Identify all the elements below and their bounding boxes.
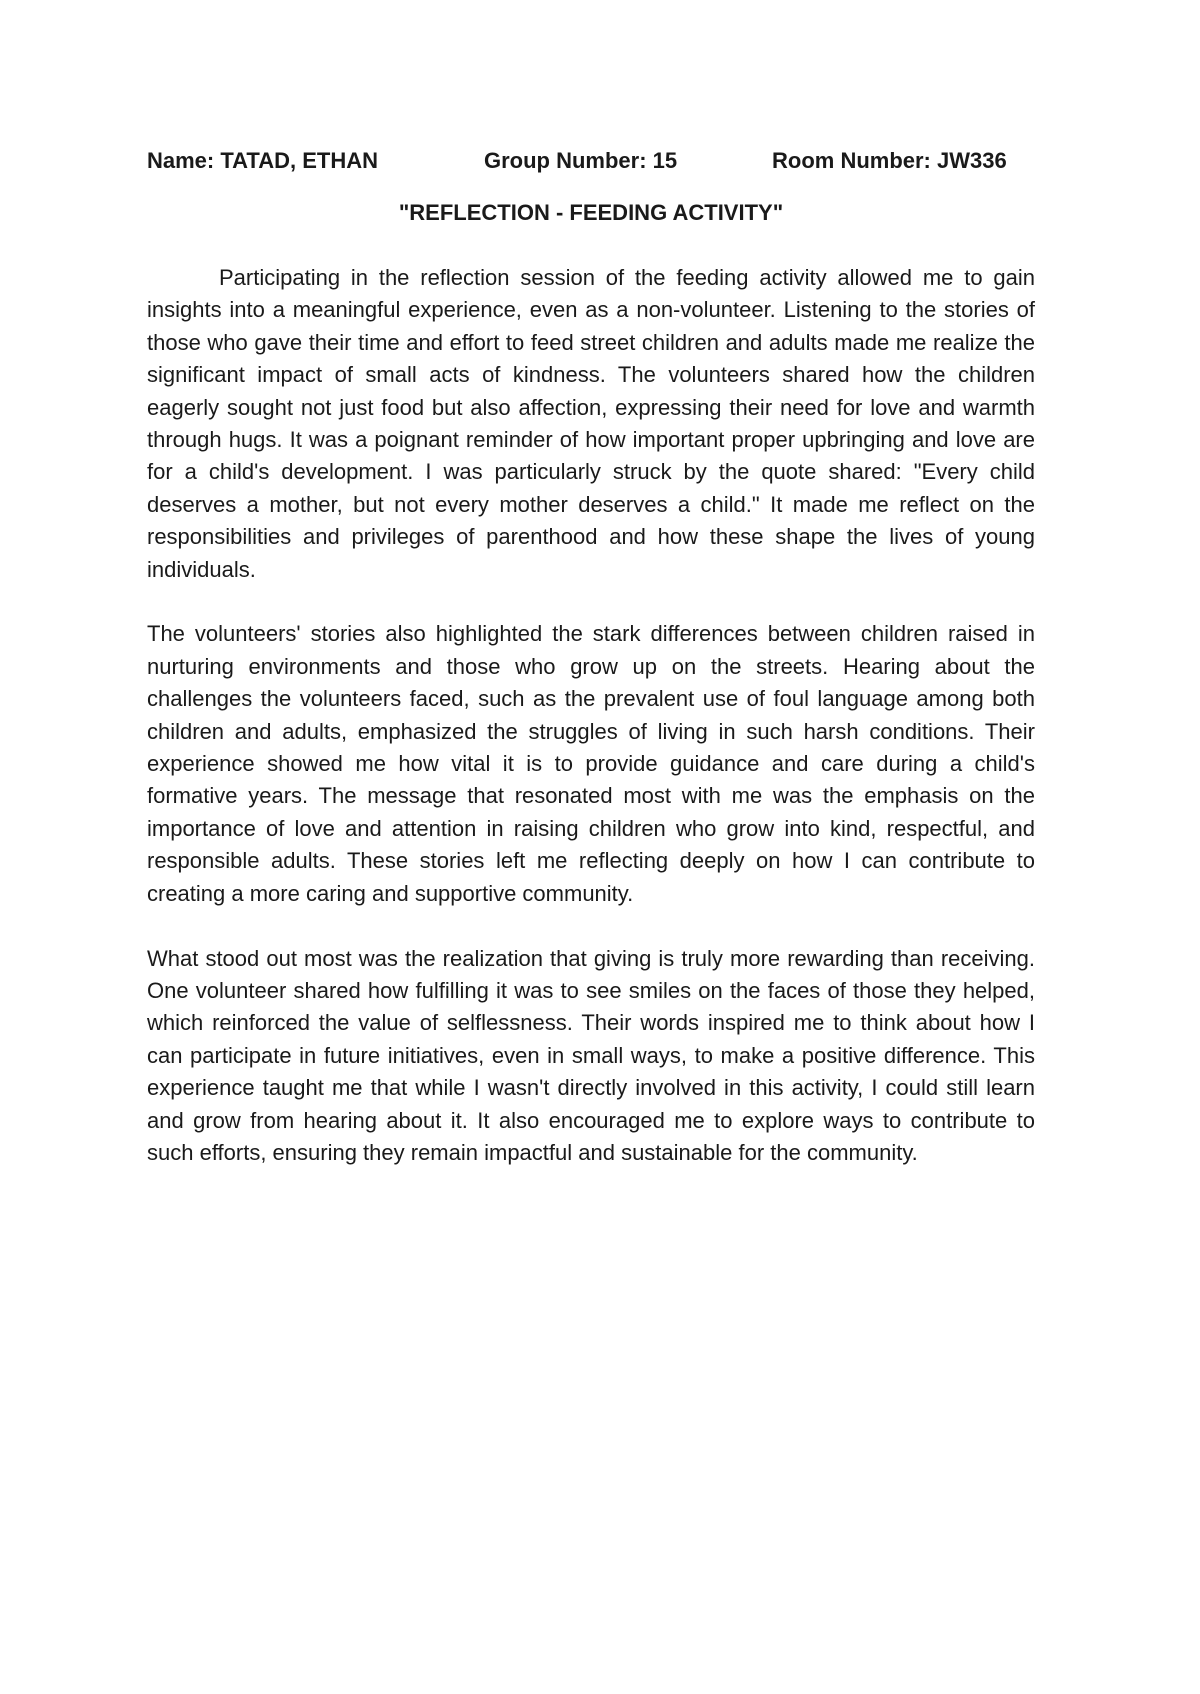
group-number: Group Number: 15 <box>484 148 678 173</box>
paragraph-3: What stood out most was the realization that giving is truly more rewarding than receiving. One volunteer shared how fulfilling it was to see smiles on the faces of those they helped, which reinforced the value of selflessness. Their words inspired me to think about how I can participate in future initiatives, even in small ways, to make a positive difference. This experience taught me that while I wasn't directly involved in this activity, I could still learn and grow from hearing about it. It also encouraged me to explore ways to contribute to such efforts, ensuring they remain impactful and sustainable for the community. <box>147 945 1035 1165</box>
document-title: "REFLECTION - FEEDING ACTIVITY" <box>398 200 784 225</box>
student-name: Name: TATAD, ETHAN <box>147 148 378 173</box>
document-body <box>147 262 1035 1202</box>
room-number: Room Number: JW336 <box>772 148 1007 173</box>
paragraph-2: The volunteers' stories also highlighted the stark differences between children raised in nurturing environments and those who grow up on the streets. Hearing about the challenges the volunteers faced, such as the prevalent use of foul language among both children and adults, emphasized the struggles of living in such harsh conditions. Their experience showed me how vital it is to provide guidance and care during a child's formative years. The message that resonated most with me was the emphasis on the importance of love and attention in raising children who grow into kind, respectful, and responsible adults. These stories left me reflecting deeply on how I can contribute to creating a more caring and supportive community. <box>147 621 1035 906</box>
paragraph-1: Participating in the reflection session of the feeding activity allowed me to gain insights into a meaningful experience, even as a non-volunteer. Listening to the stories of those who gave their time and effort to feed street children and adults made me realize the significant impact of small acts of kindness. The volunteers shared how the children eagerly sought not just food but also affection, expressing their need for love and warmth through hugs. It was a poignant reminder of how important proper upbringing and love are for a child's development. I was particularly struck by the quote shared: "Every child deserves a mother, but not every mother deserves a child." It made me reflect on the responsibilities and privileges of parenthood and how these shape the lives of young individuals. <box>147 265 1035 582</box>
header-row <box>147 146 1047 176</box>
